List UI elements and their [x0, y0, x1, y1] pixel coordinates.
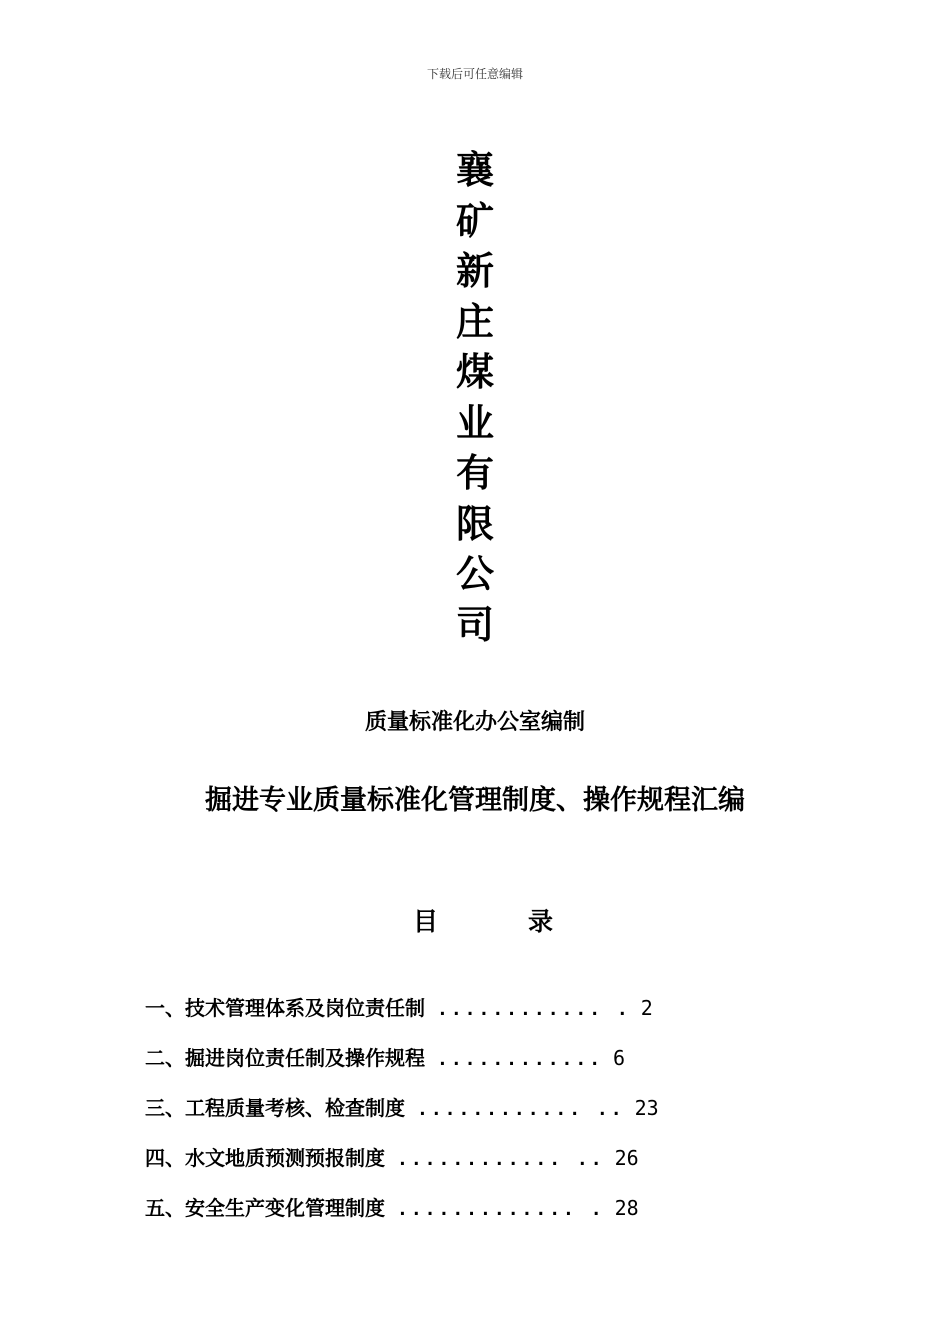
toc-entry-leader: ............ .: [437, 999, 631, 1020]
toc-entry-leader: ............ ..: [397, 1149, 605, 1170]
toc-entry-page: 6: [613, 1046, 626, 1070]
table-of-contents: [145, 992, 705, 1242]
toc-entry[interactable]: [145, 1092, 705, 1142]
toc-entry-label: 二、掘进岗位责任制及操作规程: [145, 1046, 425, 1070]
toc-entry[interactable]: [145, 1142, 705, 1192]
header-note: 下载后可任意编辑: [426, 67, 523, 81]
toc-entry-page: 28: [614, 1196, 639, 1220]
company-name-char: 煤: [455, 350, 494, 394]
toc-heading-left: 目: [413, 907, 439, 936]
company-name-char: 业: [455, 400, 494, 445]
toc-entry-page: 2: [640, 996, 653, 1020]
company-name-char: 襄: [455, 148, 494, 192]
toc-entry-page: 23: [634, 1096, 659, 1120]
company-name-char: 矿: [455, 198, 494, 243]
company-name-char: 司: [455, 602, 494, 647]
toc-entry-label: 三、工程质量考核、检查制度: [145, 1096, 405, 1120]
toc-heading: [413, 902, 553, 938]
toc-entry-page: 26: [614, 1146, 639, 1170]
toc-entry[interactable]: [145, 992, 705, 1042]
company-name-char: 有: [455, 451, 494, 495]
toc-entry-label: 五、安全生产变化管理制度: [145, 1196, 385, 1220]
company-name-char: 限: [455, 501, 494, 546]
company-name-char: 新: [455, 249, 494, 293]
company-name-vertical: [445, 145, 505, 650]
toc-entry-label: 四、水文地质预测预报制度: [145, 1146, 385, 1170]
toc-entry[interactable]: [145, 1192, 705, 1242]
toc-entry-leader: ............: [437, 1049, 604, 1070]
toc-heading-right: 录: [527, 907, 553, 936]
toc-entry[interactable]: [145, 1042, 705, 1092]
toc-entry-leader: ............ ..: [417, 1099, 625, 1120]
company-name-char: 公: [455, 552, 494, 596]
compiler-line: 质量标准化办公室编制: [364, 710, 585, 735]
toc-entry-label: 一、技术管理体系及岗位责任制: [145, 996, 425, 1020]
document-title: 掘进专业质量标准化管理制度、操作规程汇编: [205, 785, 745, 816]
toc-entry-leader: ............. .: [397, 1199, 605, 1220]
company-name-char: 庄: [455, 299, 494, 344]
